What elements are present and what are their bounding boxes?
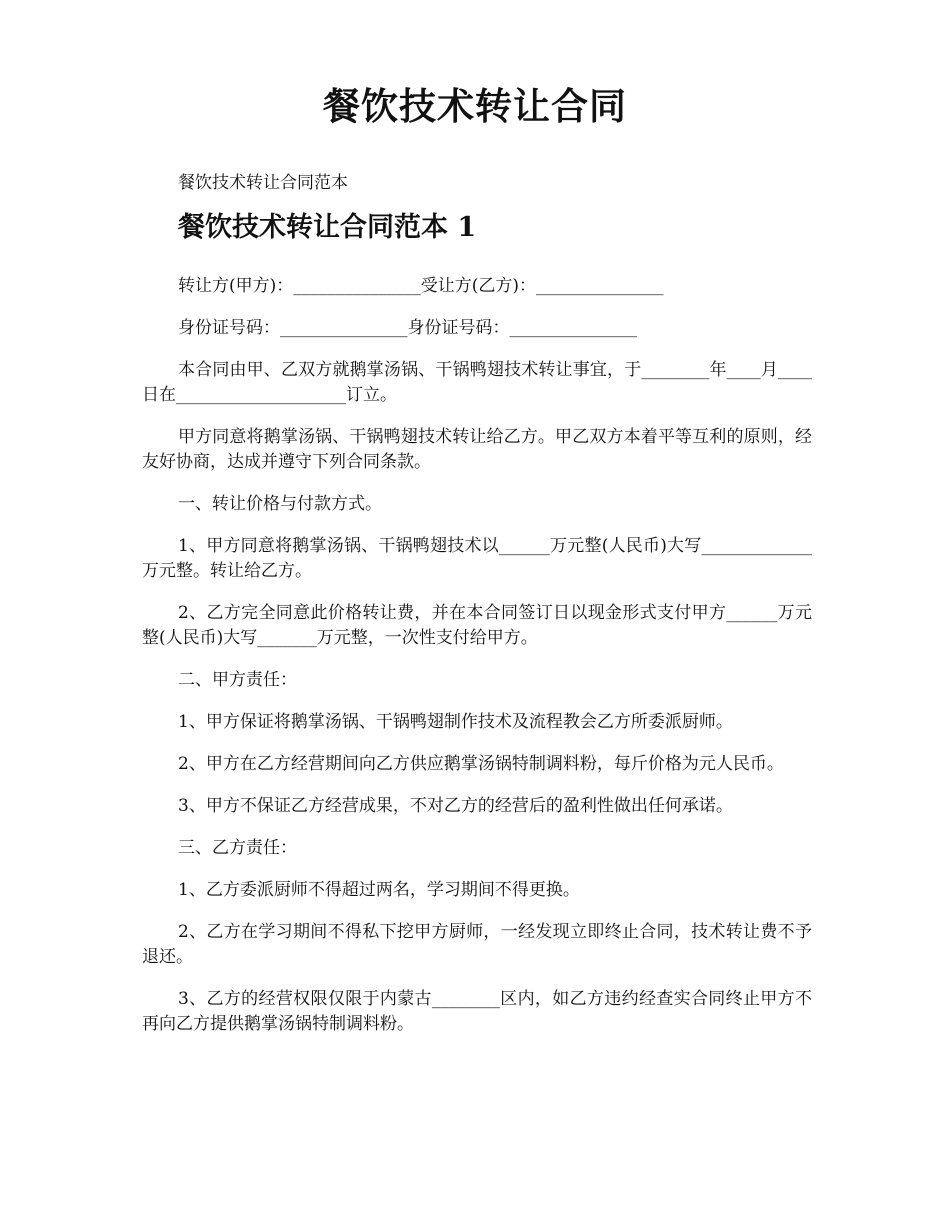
party-names-line: 转让方(甲方)：_______________受让方(乙方)：_______________ <box>178 276 664 296</box>
id-number-line: 身份证号码：_______________身份证号码：_______________ <box>178 318 637 338</box>
document-body <box>142 274 812 1054</box>
party-a-clause-1: 1、甲方保证将鹅掌汤锅、干锅鸭翅制作技术及流程教会乙方所委派厨师。 <box>178 712 733 732</box>
party-a-clause-2: 2、甲方在乙方经营期间向乙方供应鹅掌汤锅特制调料粉，每斤价格为元人民币。 <box>178 754 784 774</box>
document-subtitle-small: 餐饮技术转让合同范本 <box>178 173 348 193</box>
price-clause-1: 1、甲方同意将鹅掌汤锅、干锅鸭翅技术以______万元整(人民币)大写_____________万元整。转让给乙方。 <box>142 536 812 581</box>
contract-intro-paragraph: 本合同由甲、乙双方就鹅掌汤锅、干锅鸭翅技术转让事宜，于________年____月____日在____________________订立。 <box>142 360 812 405</box>
section-heading-party-b: 三、乙方责任： <box>178 838 297 858</box>
document-title: 餐饮技术转让合同 <box>323 84 627 128</box>
document-subtitle: 餐饮技术转让合同范本 1 <box>178 212 477 243</box>
party-b-clause-2: 2、乙方在学习期间不得私下挖甲方厨师，一经发现立即终止合同，技术转让费不予退还。 <box>142 922 812 967</box>
agreement-paragraph: 甲方同意将鹅掌汤锅、干锅鸭翅技术转让给乙方。甲乙双方本着平等互利的原则，经友好协商，达成并遵守下列合同条款。 <box>142 427 812 472</box>
price-clause-2: 2、乙方完全同意此价格转让费，并在本合同签订日以现金形式支付甲方______万元整(人民币)大写_______万元整，一次性支付给甲方。 <box>142 603 812 648</box>
section-heading-party-a: 二、甲方责任： <box>178 670 297 690</box>
party-b-clause-1: 1、乙方委派厨师不得超过两名，学习期间不得更换。 <box>178 880 580 900</box>
section-heading-price: 一、转让价格与付款方式。 <box>178 494 382 514</box>
party-b-clause-3: 3、乙方的经营权限仅限于内蒙古________区内，如乙方违约经查实合同终止甲方不再向乙方提供鹅掌汤锅特制调料粉。 <box>142 989 812 1034</box>
party-a-clause-3: 3、甲方不保证乙方经营成果，不对乙方的经营后的盈利性做出任何承诺。 <box>178 796 733 816</box>
